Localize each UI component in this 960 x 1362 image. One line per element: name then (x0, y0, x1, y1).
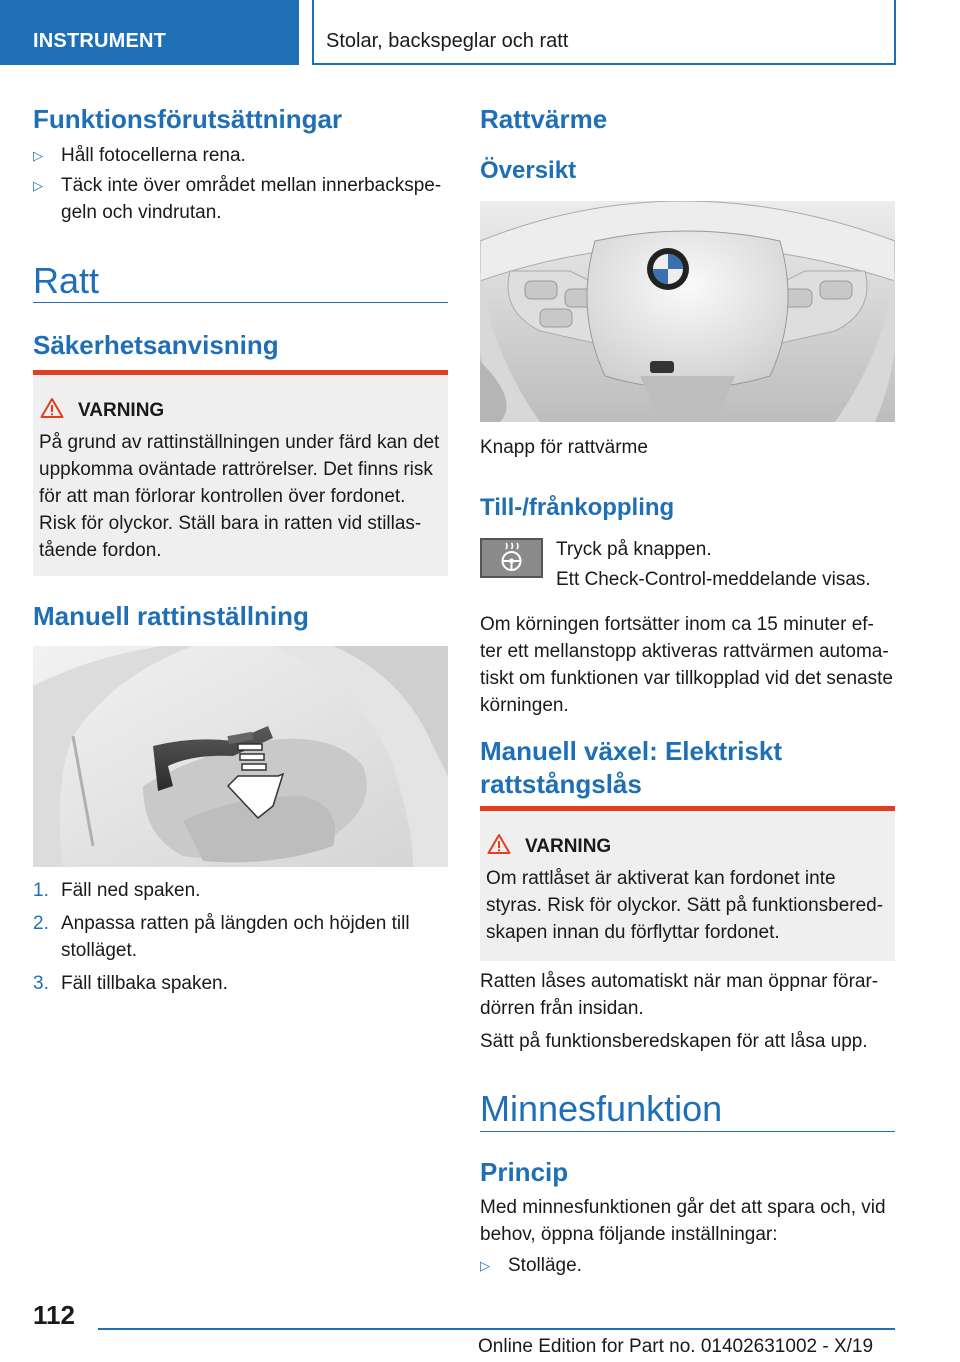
paragraph-om-korningen: Om körningen fortsätter inom ca 15 minuter ef- ter ett mellanstopp aktiveras rattvärmen automa- tiskt om funktionen var tillkopplad vid det senaste körningen. (480, 614, 893, 716)
instruction-text: Tryck på knappen. (556, 539, 712, 560)
heading-ratt: Ratt (33, 260, 100, 301)
heading-manuell-rattinstallning: Manuell rattinställning (33, 601, 309, 631)
footer-rule (98, 1328, 895, 1330)
heading-rule (33, 302, 448, 303)
paragraph-ratten-lases: Ratten låses automatiskt när man öppnar förar- dörren från insidan. (480, 971, 879, 1019)
step-continuation: stolläget. (61, 940, 138, 961)
heading-manuell-vaxel: Manuell växel: Elektriskt rattstångslås (480, 736, 783, 799)
heading-princip: Princip (480, 1157, 569, 1187)
warning-box (33, 370, 448, 576)
heading-minnesfunktion: Minnesfunktion (480, 1088, 723, 1129)
warning-text: Om rattlåset är aktiverat kan fordonet inte styras. Risk för olyckor. Sätt på funktionsbered- skapen innan du förflyttar fordonet. (486, 868, 884, 943)
heading-rule (480, 1131, 895, 1132)
page-number: 112 (33, 1300, 75, 1330)
triangle-bullet-icon: ▷ (33, 178, 43, 193)
section-tab (0, 0, 299, 65)
triangle-bullet-icon: ▷ (33, 148, 43, 163)
steering-lever-illustration (33, 646, 448, 867)
instruction-text: Ett Check-Control-meddelande visas. (556, 569, 871, 590)
list-item-continuation: geln och vindrutan. (61, 202, 222, 223)
chapter-tab (312, 0, 896, 65)
footer-edition: Online Edition for Part no. 01402631002 - X/19 (478, 1336, 874, 1357)
warning-triangle-icon (40, 397, 64, 419)
heated-steering-button-icon (480, 538, 543, 578)
heading-rattvarme: Rattvärme (480, 104, 608, 134)
warning-triangle-icon (487, 833, 511, 855)
warning-title: VARNING (525, 836, 612, 857)
heading-sakerhetsanvisning: Säkerhetsanvisning (33, 330, 279, 360)
heading-till-frankoppling: Till-/frånkoppling (480, 494, 675, 521)
section-label: INSTRUMENT (33, 30, 167, 52)
steering-wheel-illustration (480, 201, 895, 422)
heading-oversikt: Översikt (480, 157, 577, 184)
warning-title: VARNING (78, 400, 165, 421)
image-caption: Knapp för rattvärme (480, 437, 648, 458)
paragraph-princip: Med minnesfunktionen går det att spara och, vid behov, öppna följande inställningar: (480, 1197, 886, 1245)
chapter-label: Stolar, backspeglar och ratt (326, 30, 569, 52)
heading-funktionsforutsattningar: Funktionsförutsättningar (33, 104, 343, 134)
warning-box (480, 806, 895, 961)
warning-text: På grund av rattinställningen under färd kan det uppkomma oväntade rattrörelser. Det finns risk för att man förlorar kontrollen över fordonet. Risk för olyckor. Ställ bara in ratten vid stillas- tående fordon. (39, 432, 440, 561)
paragraph-satt-pa: Sätt på funktionsberedskapen för att låsa upp. (480, 1031, 868, 1052)
triangle-bullet-icon: ▷ (480, 1258, 490, 1273)
